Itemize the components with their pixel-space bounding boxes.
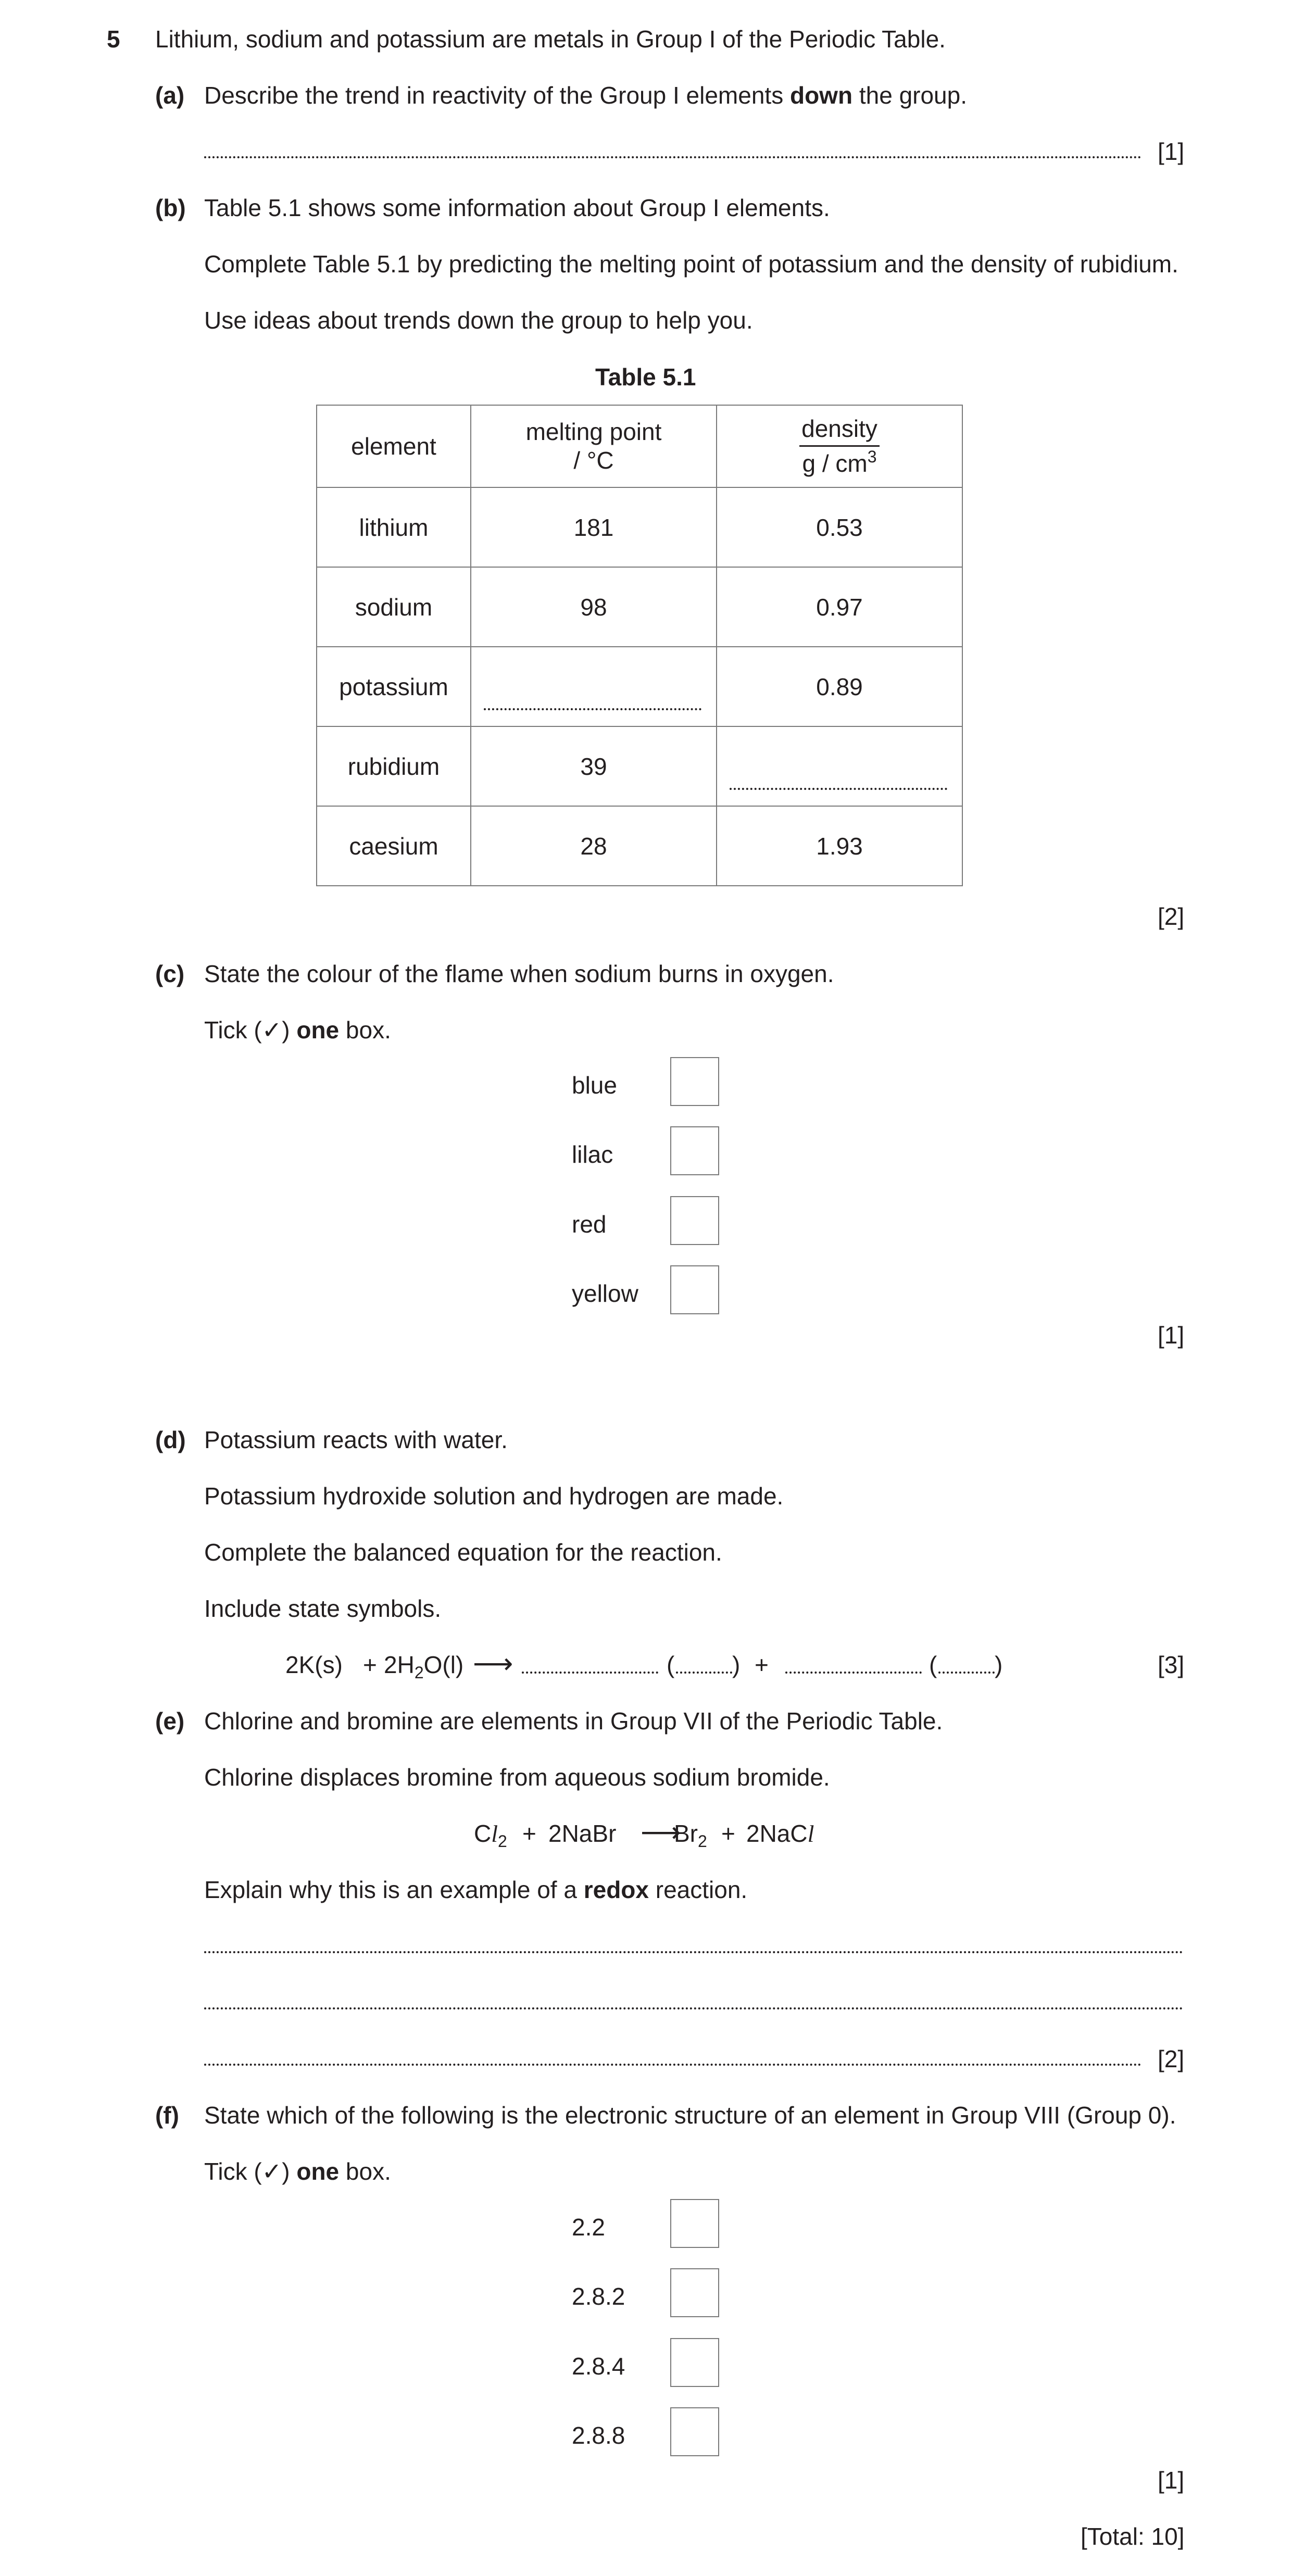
equation-sodium-bromide: 2NaBr — [548, 1820, 617, 1847]
part-b-label: (b) — [155, 194, 186, 221]
question-number: 5 — [107, 26, 120, 53]
table-row — [317, 647, 962, 726]
cell-density-answer[interactable] — [717, 726, 962, 806]
product2-state-answer-line[interactable] — [938, 1672, 995, 1674]
part-b-line2: Complete Table 5.1 by predicting the melting point of potassium and the density of rubidium. — [204, 250, 1178, 278]
table-row — [317, 806, 962, 886]
part-a-marks: [1] — [1158, 138, 1185, 165]
part-a-answer-line[interactable] — [204, 156, 1142, 158]
equation-plus: + — [363, 1651, 377, 1678]
tick-box-yellow[interactable] — [670, 1265, 719, 1314]
tick-box-lilac[interactable] — [670, 1126, 719, 1175]
option-label: lilac — [572, 1141, 613, 1168]
tick-box-2-8-4[interactable] — [670, 2338, 719, 2387]
state-close-bracket: ) — [732, 1651, 741, 1678]
part-e-question: Explain why this is an example of a redox reaction. — [204, 1876, 748, 1903]
option-label: blue — [572, 1072, 617, 1099]
equation-reactant-water: $2H_2O(l)$ — [384, 1651, 464, 1682]
tick-box-2-2[interactable] — [670, 2199, 719, 2248]
equation-chlorine: $Cl_2$ — [474, 1820, 507, 1851]
part-e-marks: [2] — [1158, 2045, 1185, 2072]
question-intro: Lithium, sodium and potassium are metals in Group I of the Periodic Table. — [155, 26, 946, 53]
part-c-marks: [1] — [1158, 1322, 1185, 1349]
part-b-line3: Use ideas about trends down the group to help you. — [204, 307, 753, 334]
part-d-line3: Complete the balanced equation for the reaction. — [204, 1539, 722, 1566]
tick-box-2-8-2[interactable] — [670, 2268, 719, 2317]
table-5-1 — [316, 405, 963, 886]
tick-box-2-8-8[interactable] — [670, 2407, 719, 2456]
question-total-marks: [Total: 10] — [1081, 2523, 1185, 2550]
tick-box-red[interactable] — [670, 1196, 719, 1245]
part-b-marks: [2] — [1158, 903, 1185, 930]
part-f-label: (f) — [155, 2102, 179, 2129]
equation-plus: + — [755, 1651, 769, 1678]
option-label: yellow — [572, 1280, 638, 1307]
option-label: 2.8.8 — [572, 2422, 625, 2449]
product1-state-answer-line[interactable] — [676, 1672, 732, 1674]
cell-melting-point: 181 — [471, 487, 717, 567]
table-caption: Table 5.1 — [595, 363, 696, 391]
option-label: 2.8.2 — [572, 2283, 625, 2310]
equation-arrow: ⟶ — [641, 1817, 681, 1848]
part-b-line1: Table 5.1 shows some information about Group I elements. — [204, 194, 830, 221]
equation-arrow: ⟶ — [473, 1648, 513, 1679]
cell-element: potassium — [317, 647, 471, 726]
part-f-marks: [1] — [1158, 2467, 1185, 2494]
state-close-bracket: ) — [995, 1651, 1003, 1678]
product1-answer-line[interactable] — [522, 1672, 658, 1674]
part-e-answer-line-1[interactable] — [204, 1951, 1183, 1953]
product2-answer-line[interactable] — [785, 1672, 922, 1674]
header-density-denominator: g / $cm^3$ — [802, 447, 877, 477]
cell-density: 0.89 — [717, 647, 962, 726]
state-open-bracket: ( — [929, 1651, 937, 1678]
table-row — [317, 567, 962, 647]
cell-melting-point-answer[interactable] — [471, 647, 717, 726]
cell-density: 0.97 — [717, 567, 962, 647]
part-e-line2: Chlorine displaces bromine from aqueous sodium bromide. — [204, 1764, 830, 1791]
table-row — [317, 726, 962, 806]
part-a-question: Describe the trend in reactivity of the Group I elements down the group. — [204, 82, 967, 109]
equation-plus: + — [721, 1820, 735, 1847]
state-open-bracket: ( — [667, 1651, 675, 1678]
part-c-question: State the colour of the flame when sodium burns in oxygen. — [204, 960, 834, 987]
potassium-mp-answer-line[interactable] — [484, 708, 701, 710]
option-label: red — [572, 1211, 607, 1238]
part-e-answer-line-2[interactable] — [204, 2007, 1183, 2009]
part-e-label: (e) — [155, 1707, 185, 1735]
cell-element: sodium — [317, 567, 471, 647]
cell-element: rubidium — [317, 726, 471, 806]
equation-plus: + — [522, 1820, 536, 1847]
cell-melting-point: 39 — [471, 726, 717, 806]
tick-box-blue[interactable] — [670, 1057, 719, 1106]
part-d-line4: Include state symbols. — [204, 1595, 442, 1622]
header-density-numerator: density — [799, 415, 880, 447]
table-row — [317, 487, 962, 567]
table-header-row — [317, 405, 962, 487]
cell-element: caesium — [317, 806, 471, 886]
cell-element: lithium — [317, 487, 471, 567]
part-c-label: (c) — [155, 960, 185, 987]
part-d-label: (d) — [155, 1426, 186, 1453]
equation-sodium-chloride: 2NaCl — [746, 1820, 814, 1847]
equation-reactant-k: 2K(s) — [285, 1651, 343, 1678]
option-label: 2.2 — [572, 2214, 605, 2241]
cell-density: 1.93 — [717, 806, 962, 886]
option-label: 2.8.4 — [572, 2353, 625, 2380]
part-c-instruction: Tick (✓) one box. — [204, 1016, 391, 1044]
part-a-label: (a) — [155, 82, 185, 109]
part-e-line1: Chlorine and bromine are elements in Group VII of the Periodic Table. — [204, 1707, 943, 1735]
cell-density: 0.53 — [717, 487, 962, 567]
header-density — [717, 405, 962, 487]
part-d-marks: [3] — [1158, 1651, 1185, 1678]
header-element: element — [317, 405, 471, 487]
header-mp-line2: / °C — [573, 447, 614, 474]
header-melting-point — [471, 405, 717, 487]
part-f-question: State which of the following is the electronic structure of an element in Group VIII (Group 0). — [204, 2102, 1176, 2129]
part-f-instruction: Tick (✓) one box. — [204, 2158, 391, 2185]
part-d-line2: Potassium hydroxide solution and hydrogen are made. — [204, 1482, 784, 1510]
cell-melting-point: 98 — [471, 567, 717, 647]
rubidium-density-answer-line[interactable] — [730, 788, 947, 790]
part-e-answer-line-3[interactable] — [204, 2064, 1142, 2066]
part-d-line1: Potassium reacts with water. — [204, 1426, 508, 1453]
header-mp-line1: melting point — [525, 418, 662, 445]
cell-melting-point: 28 — [471, 806, 717, 886]
equation-bromine: $Br_2$ — [674, 1820, 707, 1851]
